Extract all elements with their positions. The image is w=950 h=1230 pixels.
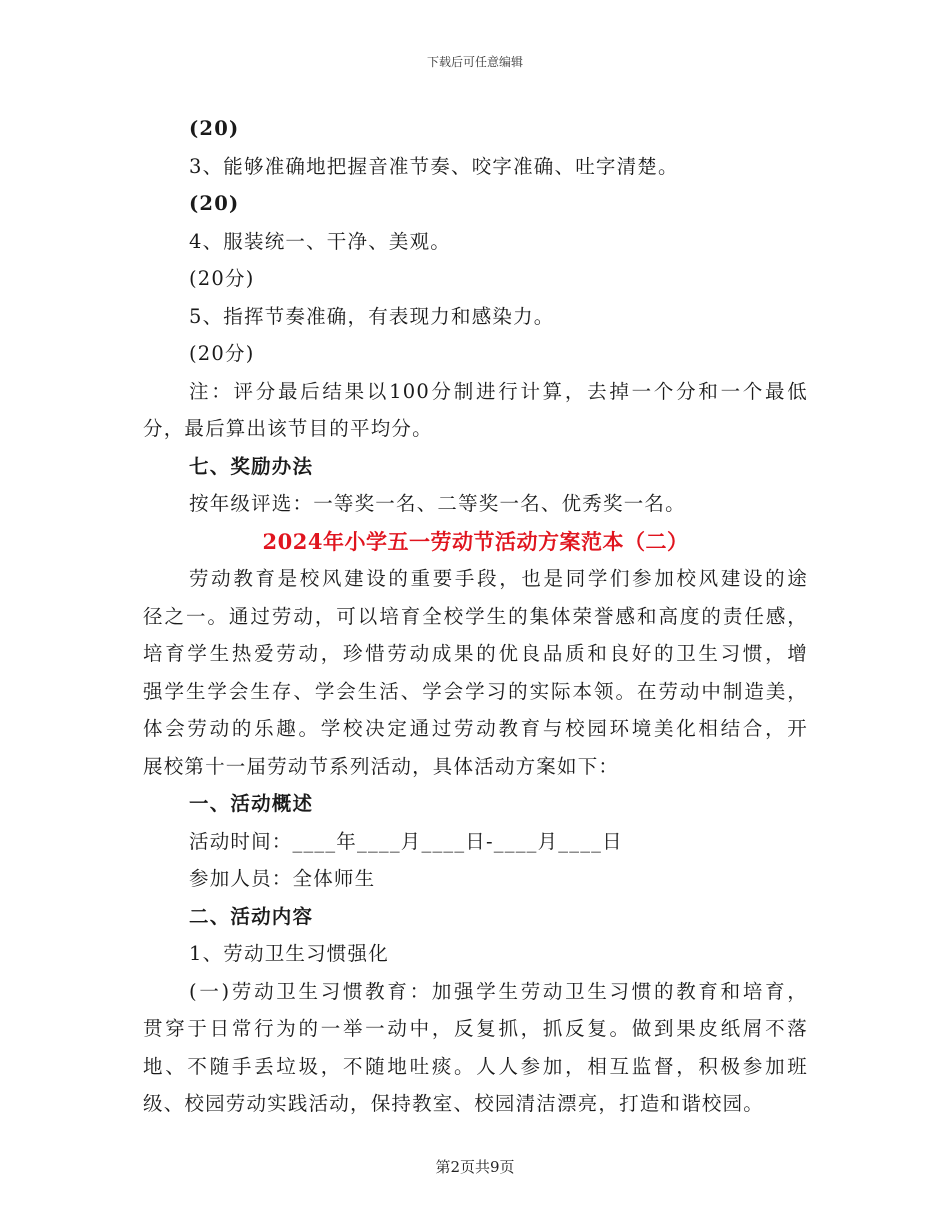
subsection-heading: 1、劳动卫生习惯强化 [189,942,389,965]
intro-paragraph-line: 径之一。通过劳动，可以培育全校学生的集体荣誉感和高度的责任感， [143,604,808,628]
intro-paragraph-line: 体会劳动的乐趣。学校决定通过劳动教育与校园环境美化相结合，开 [143,717,808,740]
criterion-3: 3、能够准确地把握音准节奏、咬字准确、吐字清楚。 [189,154,679,178]
score-line: (20分) [189,267,255,290]
document-body [143,110,808,1123]
awards-text: 按年级评选：一等奖一名、二等奖一名、优秀奖一名。 [189,492,686,515]
content-paragraph-line: 地、不随手丢垃圾，不随地吐痰。人人参加，相互监督，积极参加班 [143,1054,808,1078]
content-paragraph-line: 贯穿于日常行为的一举一动中，反复抓，抓反复。做到果皮纸屑不落 [143,1017,808,1040]
content-paragraph-line: (一)劳动卫生习惯教育：加强学生劳动卫生习惯的教育和培育， [189,979,809,1003]
section-heading-overview: 一、活动概述 [189,792,314,815]
intro-paragraph-line: 培育学生热爱劳动，珍惜劳动成果的优良品质和良好的卫生习惯，增 [143,642,808,665]
score-line: (20) [189,192,240,215]
content-paragraph-line: 级、校园劳动实践活动，保持教室、校园清洁漂亮，打造和谐校园。 [143,1092,765,1115]
intro-paragraph-line: 劳动教育是校风建设的重要手段，也是同学们参加校风建设的途 [189,567,808,590]
participants: 参加人员：全体师生 [189,867,376,890]
intro-paragraph-line: 强学生学会生存、学会生活、学会学习的实际本领。在劳动中制造美， [143,679,808,703]
score-line: (20分) [189,342,255,365]
section-heading-content: 二、活动内容 [189,904,314,928]
page-number: 第2页共9页 [435,1158,515,1176]
activity-time: 活动时间：____年____月____日-____月____日 [189,829,623,853]
note-paragraph-line: 注：评分最后结果以100分制进行计算，去掉一个分和一个最低 [189,379,808,403]
document-title: 2024年小学五一劳动节活动方案范本（二） [262,528,689,554]
section-heading-awards: 七、奖励办法 [189,454,314,478]
intro-paragraph-line: 展校第十一届劳动节系列活动，具体活动方案如下： [143,754,620,778]
note-paragraph-line: 分，最后算出该节目的平均分。 [143,417,433,440]
score-line: (20) [189,117,240,140]
criterion-4: 4、服装统一、干净、美观。 [189,229,452,253]
page-header-note: 下载后可任意编辑 [426,55,523,69]
criterion-5: 5、指挥节奏准确，有表现力和感染力。 [189,304,555,328]
